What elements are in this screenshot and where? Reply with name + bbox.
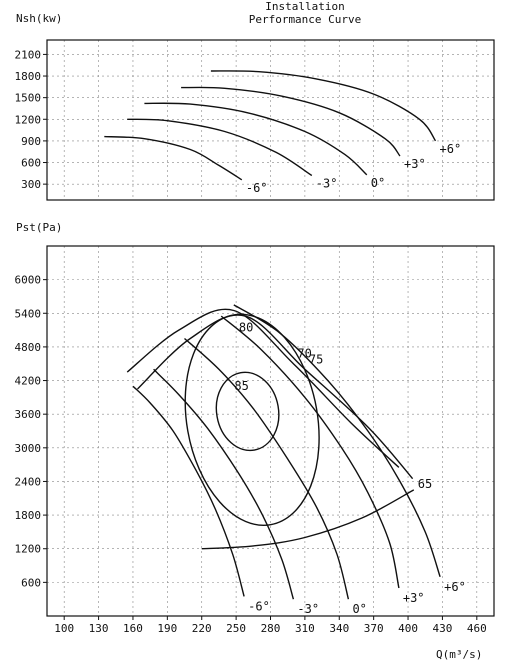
blade-angle-label: -6°: [248, 599, 270, 614]
chart-title-line-2: Performance Curve: [248, 13, 362, 26]
xtick-label: 220: [191, 622, 212, 635]
xtick-label: 460: [466, 622, 487, 635]
power-curve: [144, 103, 366, 175]
blade-angle-label: -3°: [297, 602, 320, 617]
top-ytick-label: 1500: [14, 91, 41, 105]
bottom-ytick-label: 4200: [14, 374, 41, 388]
top-ytick-label: 1200: [14, 113, 41, 127]
power-curve-label: 0°: [370, 175, 386, 190]
xtick-label: 430: [432, 622, 453, 635]
top-ytick-label: 600: [21, 156, 41, 170]
blade-angle-label: +6°: [444, 579, 466, 594]
xtick-label: 370: [363, 622, 384, 635]
blade-angle-label: 0°: [352, 602, 367, 617]
efficiency-curve: [202, 490, 414, 549]
bottom-ytick-label: 1800: [14, 509, 41, 523]
xtick-label: 100: [54, 622, 75, 635]
power-curve-label: -3°: [315, 176, 338, 191]
xtick-label: 280: [260, 622, 281, 635]
efficiency-curve-label: 65: [417, 476, 433, 491]
blade-angle-curve: [154, 369, 294, 599]
bottom-ytick-label: 3600: [14, 408, 41, 422]
chart-title-line-1: Installation: [265, 0, 345, 13]
xtick-label: 130: [88, 622, 109, 635]
bottom-ytick-label: 5400: [14, 307, 41, 321]
blade-angle-label: +3°: [402, 590, 425, 605]
blade-angle-curve: [185, 339, 349, 600]
bottom-chart-ylabel: Pst(Pa): [16, 221, 63, 234]
bottom-chart-xlabel: Q(m³/s): [436, 648, 483, 661]
xtick-label: 400: [398, 622, 418, 635]
bottom-ytick-label: 4800: [14, 340, 41, 354]
efficiency-contour-label: 80: [238, 320, 254, 335]
bottom-ytick-label: 3000: [14, 441, 41, 455]
top-ytick-label: 2100: [14, 48, 41, 62]
bottom-ytick-label: 2400: [14, 475, 41, 489]
efficiency-contour-label: 85: [234, 379, 249, 394]
top-ytick-label: 300: [21, 178, 41, 192]
power-curve-label: +3°: [404, 157, 426, 172]
power-curve-label: -6°: [245, 180, 268, 195]
xtick-label: 340: [329, 622, 350, 635]
blade-angle-curve: [133, 386, 244, 596]
efficiency-curve: [127, 309, 399, 467]
power-curve: [104, 137, 242, 180]
xtick-label: 250: [226, 622, 247, 635]
top-ytick-label: 900: [21, 134, 41, 148]
bottom-ytick-label: 6000: [14, 273, 41, 287]
xtick-label: 190: [157, 622, 178, 635]
bottom-ytick-label: 600: [21, 576, 41, 590]
power-curve: [211, 71, 436, 141]
power-curve-label: +6°: [439, 141, 462, 156]
top-chart-ylabel: Nsh(kw): [16, 12, 63, 25]
efficiency-contour: [169, 304, 335, 536]
bottom-ytick-label: 1200: [14, 542, 41, 556]
efficiency-curve-label: 75: [308, 352, 324, 367]
efficiency-curve-label: 70: [297, 346, 312, 361]
top-ytick-label: 1800: [14, 70, 41, 84]
power-curve: [127, 119, 312, 175]
xtick-label: 310: [294, 622, 315, 635]
xtick-label: 160: [123, 622, 143, 635]
